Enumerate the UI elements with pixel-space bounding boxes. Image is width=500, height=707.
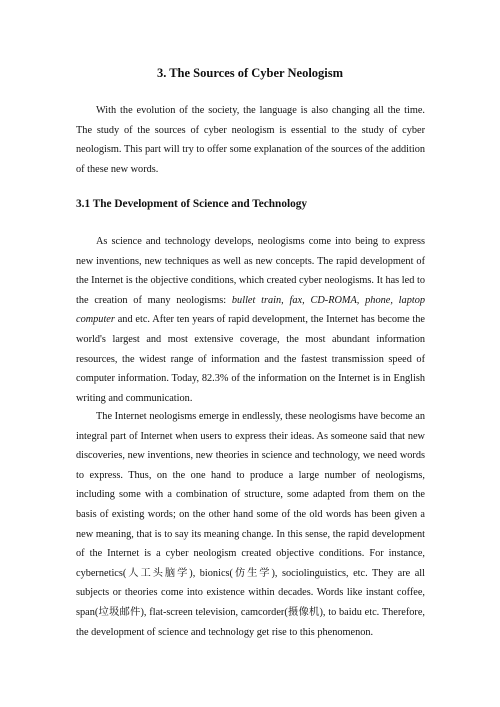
chapter-title: 3. The Sources of Cyber Neologism (156, 66, 344, 80)
paragraph-text-start: As science and technology develops, neologisms come into being to express new inventions, new techniques as well as new concepts. The rapid development of the Internet is the objective conditions, which created cyber neologisms. It has led to the creation of many neologisms: (76, 236, 425, 306)
internet-neologisms-paragraph: The Internet neologisms emerge in endlessly, these neologisms have become an integral part of Internet when users to express their ideas. As someone said that new discoveries, new inventions, new theories in science and technology, we need words to express. Thus, on the one hand to produce a large number of neologisms, including some with a combination of structure, some adapted from them on the basis of existing words; on the other hand some of the old words has been given a new meaning, that is to say its meaning change. In this sense, the rapid development of the Internet is a cyber neologism created objective conditions. For instance, cybernetics(人工头脑学), bionics(仿生学), sociolinguistics, etc. They are all subjects or theories come into existence within decades. Words like instant coffee, span(垃圾邮件), flat-screen television, camcorder(摄像机), to baidu etc. Therefore, the development of science and technology get rise to this phenomenon. (76, 411, 425, 638)
paragraph-text-end: and etc. After ten years of rapid development, the Internet has become the world's largest and most extensive coverage, the most abundant information resources, the widest range of information and the fastest transmission speed of computer information. Today, 82.3% of the information on the Internet is in English writing and communication. (76, 314, 425, 404)
section-title: 3.1 The Development of Science and Technology (76, 198, 308, 210)
example-words: bullet train, fax, CD-ROMA, phone, laptop computer (76, 294, 425, 326)
science-technology-paragraph (76, 232, 425, 408)
intro-paragraph: With the evolution of the society, the language is also changing all the time. The study of the sources of cyber neologism is essential to the study of cyber neologism. This part will try to offer some explanation of the sources of the addition of these new words. (76, 105, 425, 175)
